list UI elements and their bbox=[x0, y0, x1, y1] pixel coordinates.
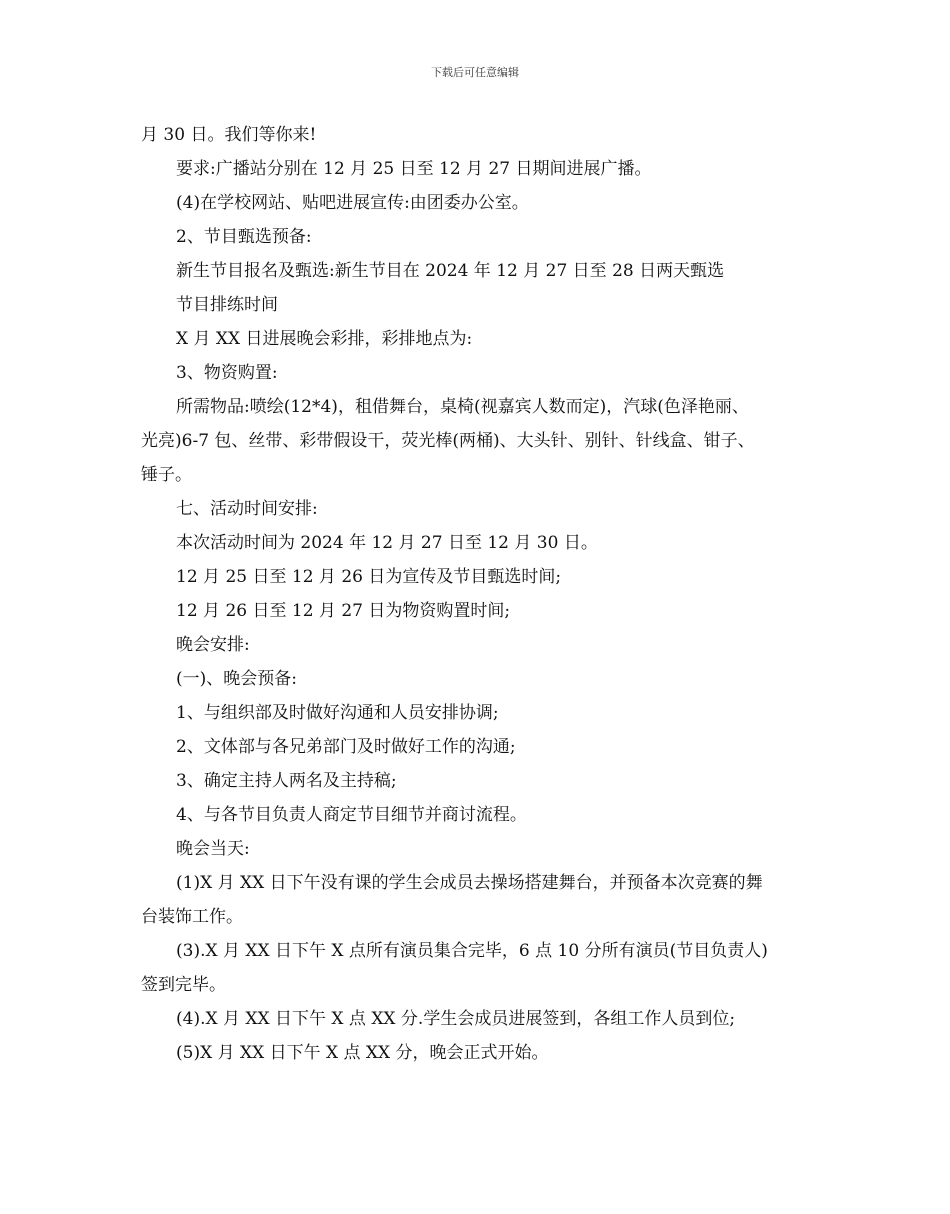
text-line: 1、与组织部及时做好沟通和人员安排协调; bbox=[176, 703, 499, 723]
text-line: 月 30 日。我们等你来! bbox=[141, 125, 317, 145]
page-header: 下载后可任意编辑 bbox=[431, 66, 519, 79]
text-line: 光亮)6-7 包、丝带、彩带假设干，荧光棒(两桶)、大头针、别针、针线盒、钳子、 bbox=[141, 431, 755, 451]
text-line: 所需物品:喷绘(12*4)，租借舞台，桌椅(视嘉宾人数而定)，汽球(色泽艳丽、 bbox=[176, 397, 749, 417]
text-line: (3).X 月 XX 日下午 X 点所有演员集合完毕，6 点 10 分所有演员(节目负责人) bbox=[176, 941, 768, 961]
text-line: 新生节目报名及甄选:新生节目在 2024 年 12 月 27 日至 28 日两天甄选 bbox=[176, 261, 725, 281]
text-line: 节目排练时间 bbox=[176, 295, 278, 315]
text-line: (1)X 月 XX 日下午没有课的学生会成员去操场搭建舞台，并预备本次竞赛的舞 bbox=[176, 873, 763, 893]
text-line: (4).X 月 XX 日下午 X 点 XX 分.学生会成员进展签到，各组工作人员到位; bbox=[176, 1009, 736, 1029]
document-body bbox=[141, 118, 831, 1070]
text-line: X 月 XX 日进展晚会彩排，彩排地点为: bbox=[176, 329, 473, 349]
text-line: 2、文体部与各兄弟部门及时做好工作的沟通; bbox=[176, 737, 516, 757]
text-line: 七、活动时间安排: bbox=[176, 499, 318, 519]
text-line: 12 月 26 日至 12 月 27 日为物资购置时间; bbox=[176, 601, 511, 621]
text-line: (4)在学校网站、贴吧进展宣传:由团委办公室。 bbox=[176, 193, 529, 213]
text-line: 锤子。 bbox=[141, 465, 192, 485]
text-line: 本次活动时间为 2024 年 12 月 27 日至 12 月 30 日。 bbox=[176, 533, 598, 553]
text-line: 12 月 25 日至 12 月 26 日为宣传及节目甄选时间; bbox=[176, 567, 562, 587]
text-line: 要求:广播站分别在 12 月 25 日至 12 月 27 日期间进展广播。 bbox=[176, 159, 652, 179]
text-line: 晚会当天: bbox=[176, 839, 250, 859]
text-line: 签到完毕。 bbox=[141, 975, 226, 995]
text-line: 3、物资购置: bbox=[176, 363, 278, 383]
text-line: 2、节目甄选预备: bbox=[176, 227, 312, 247]
text-line: 3、确定主持人两名及主持稿; bbox=[176, 771, 397, 791]
text-line: (一)、晚会预备: bbox=[176, 669, 297, 689]
text-line: 晚会安排: bbox=[176, 635, 250, 655]
text-line: (5)X 月 XX 日下午 X 点 XX 分，晚会正式开始。 bbox=[176, 1043, 549, 1063]
text-line: 台装饰工作。 bbox=[141, 907, 243, 927]
text-line: 4、与各节目负责人商定节目细节并商讨流程。 bbox=[176, 805, 527, 825]
